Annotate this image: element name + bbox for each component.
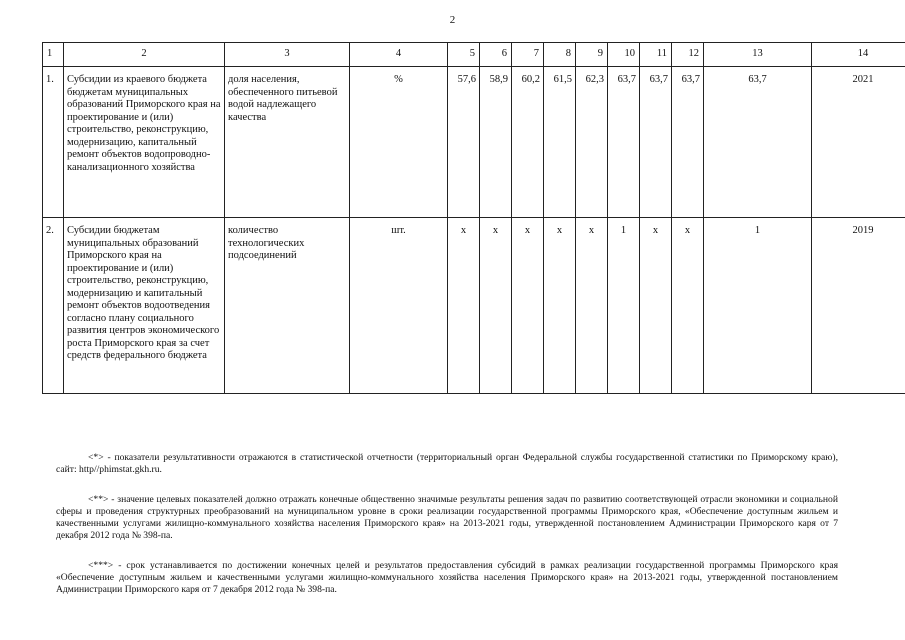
- table-row: [43, 218, 905, 394]
- value-cell: х: [512, 218, 544, 394]
- value-cell: х: [544, 218, 576, 394]
- value-cell: 63,7: [608, 67, 640, 218]
- value-cell: х: [576, 218, 608, 394]
- value-cell: 63,7: [640, 67, 672, 218]
- header-cell: 4: [350, 43, 448, 67]
- header-cell: 1: [43, 43, 64, 67]
- subsidy-name: Субсидии из краевого бюджета бюджетам муниципальных образований Приморского края на проектирование и (или) строительство, реконструкцию, модернизацию, капитальный ремонт объектов водопроводно-канализационного хозяйства: [64, 67, 225, 218]
- value-cell: 1: [608, 218, 640, 394]
- value-cell: х: [640, 218, 672, 394]
- value-cell: 60,2: [512, 67, 544, 218]
- target-cell: 1: [704, 218, 812, 394]
- header-cell: 11: [640, 43, 672, 67]
- unit-cell: шт.: [350, 218, 448, 394]
- value-cell: х: [672, 218, 704, 394]
- indicator-name: количество технологических подсоединений: [225, 218, 350, 394]
- row-number: 2.: [43, 218, 64, 394]
- subsidy-name: Субсидии бюджетам муниципальных образований Приморского края на проектирование и (или) строительство, реконструкцию, модернизацию и капитальный ремонт объектов водоотведения согласно плану социального развития центров экономического роста Приморского края за счет средств федерального бюджета: [64, 218, 225, 394]
- target-cell: 63,7: [704, 67, 812, 218]
- header-cell: 12: [672, 43, 704, 67]
- header-cell: 9: [576, 43, 608, 67]
- indicators-table: [42, 42, 905, 394]
- footnote-3: <***> - срок устанавливается по достижении конечных целей и результатов предоставления субсидий в рамках реализации государственной программы Приморского края «Обеспечение доступным жильем и качественными услугами жилищно-коммунального хозяйства населения Приморского края» на 2013-2021 годы, утвержденной постановлением Администрации Приморского каря от 7 декабря 2012 года № 398-па.: [56, 560, 838, 595]
- page-number: 2: [449, 14, 456, 26]
- value-cell: 58,9: [480, 67, 512, 218]
- footnote-1: <*> - показатели результативности отражаются в статистической отчетности (территориальный орган Федеральной службы государственной статистики по Приморскому краю), сайт: http//phimstat.gkh.ru.: [56, 452, 838, 475]
- header-cell: 10: [608, 43, 640, 67]
- header-cell: 13: [704, 43, 812, 67]
- year-cell: 2021: [812, 67, 905, 218]
- header-cell: 14: [812, 43, 905, 67]
- header-cell: 8: [544, 43, 576, 67]
- value-cell: 61,5: [544, 67, 576, 218]
- value-cell: 62,3: [576, 67, 608, 218]
- header-cell: 5: [448, 43, 480, 67]
- value-cell: 57,6: [448, 67, 480, 218]
- table-header-row: [43, 43, 905, 67]
- row-number: 1.: [43, 67, 64, 218]
- value-cell: х: [480, 218, 512, 394]
- header-cell: 3: [225, 43, 350, 67]
- value-cell: х: [448, 218, 480, 394]
- unit-cell: %: [350, 67, 448, 218]
- footnotes: [56, 452, 838, 614]
- indicator-name: доля населения, обеспеченного питьевой водой надлежащего качества: [225, 67, 350, 218]
- value-cell: 63,7: [672, 67, 704, 218]
- header-cell: 7: [512, 43, 544, 67]
- header-cell: 6: [480, 43, 512, 67]
- table-row: [43, 67, 905, 218]
- year-cell: 2019: [812, 218, 905, 394]
- header-cell: 2: [64, 43, 225, 67]
- footnote-2: <**> - значение целевых показателей должно отражать конечные общественно значимые результаты решения задач по развитию соответствующей отрасли экономики и социальной сферы и проведения структурных преобразований на муниципальном уровне в сроки реализации государственной программы Приморского края, «Обеспечение доступным жильем и качественными услугами жилищно-коммунального хозяйства населения Приморского края» на 2013-2021 годы, утвержденной постановлением Администрации Приморского каря от 7 декабря 2012 года № 398-па.: [56, 494, 838, 541]
